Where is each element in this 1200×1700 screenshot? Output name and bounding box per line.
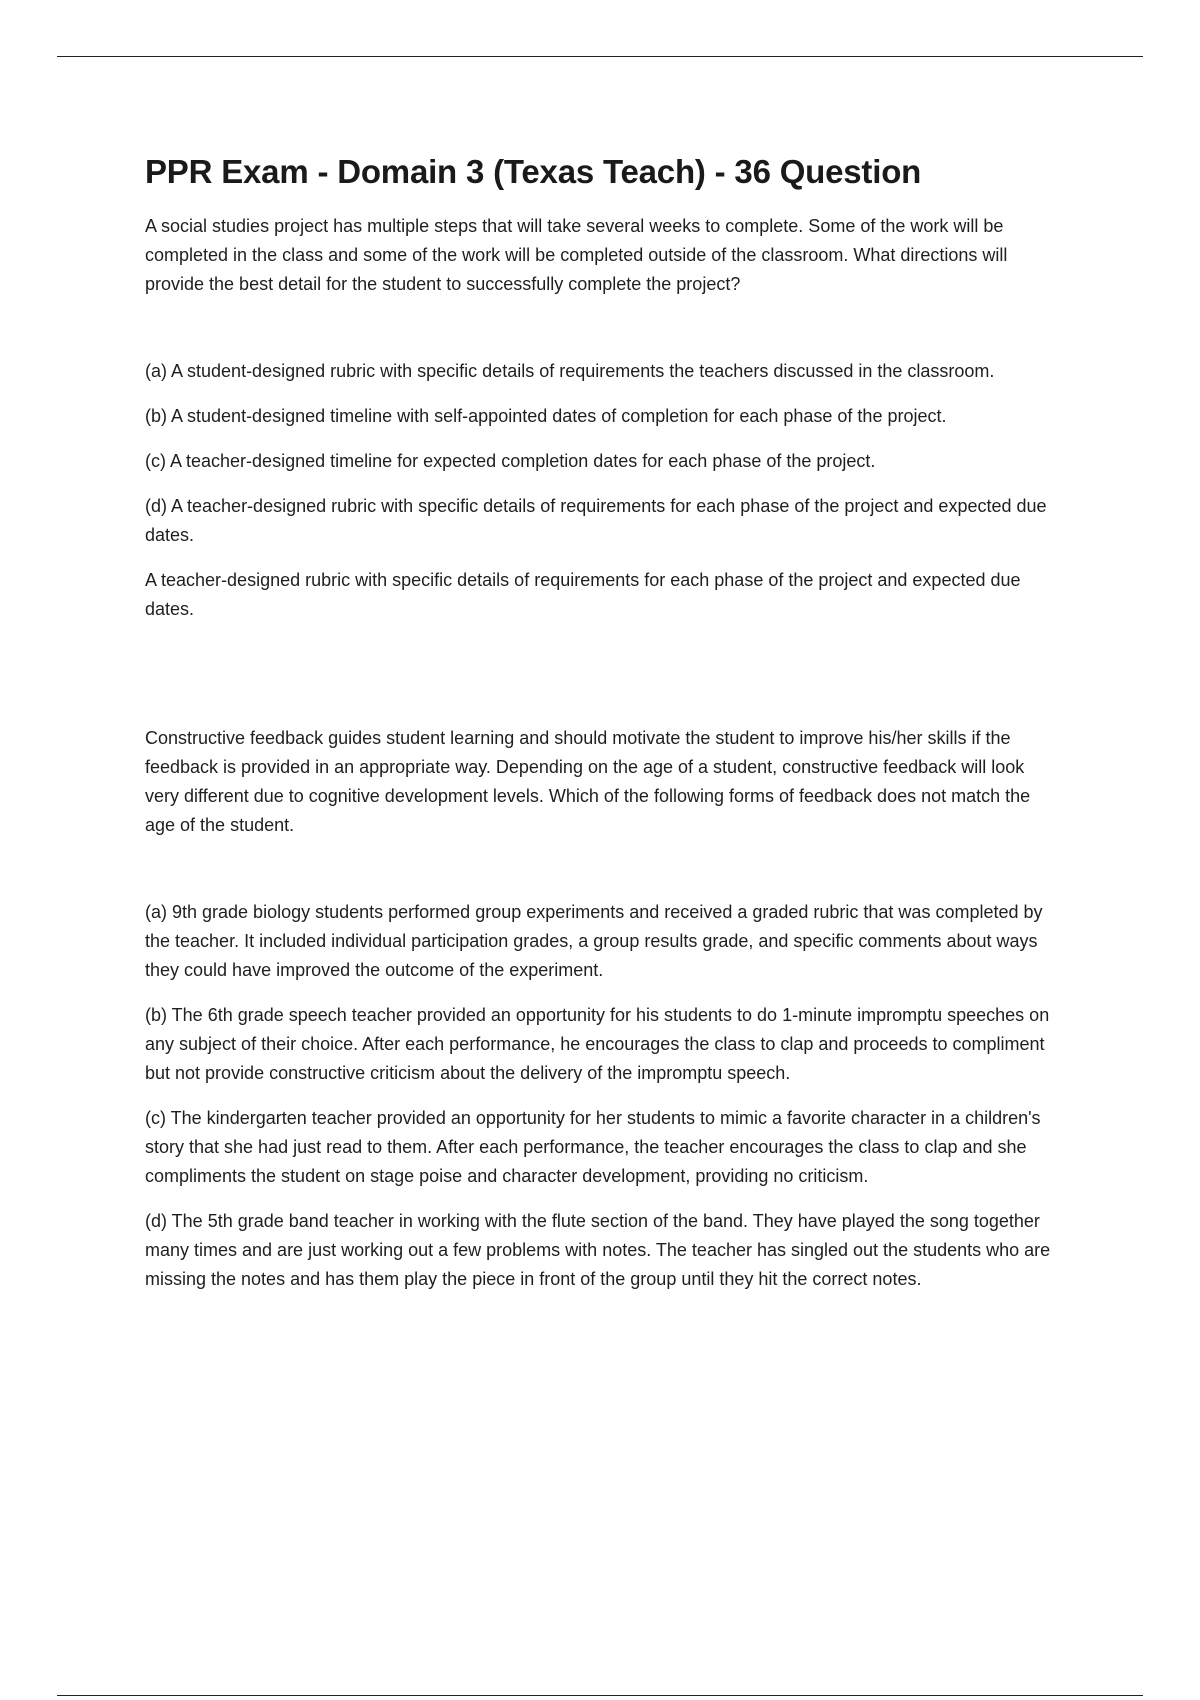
question-2-option-d: (d) The 5th grade band teacher in working with the flute section of the band. They have played the song together many times and are just working out a few problems with notes. The teacher has singled out the students who are missing the notes and has them play the piece in front of the group until they hit the correct notes.: [145, 1211, 1051, 1289]
document-page: [145, 148, 1060, 1310]
question-1-option-d: (d) A teacher-designed rubric with specific details of requirements for each phase of the project and expected due dates.: [145, 496, 1047, 545]
question-2-option-b: (b) The 6th grade speech teacher provided an opportunity for his students to do 1-minute impromptu speeches on any subject of their choice. After each performance, he encourages the class to clap and proceeds to compliment but not provide constructive criticism about the delivery of the impromptu speech.: [145, 1005, 1050, 1083]
question-1-options: [145, 357, 1060, 624]
document-title: PPR Exam - Domain 3 (Texas Teach) - 36 Question: [145, 153, 922, 190]
top-rule: [57, 56, 1143, 57]
question-1-option-b: (b) A student-designed timeline with self-appointed dates of completion for each phase of the project.: [145, 406, 947, 426]
question-1-stem: A social studies project has multiple steps that will take several weeks to complete. Some of the work will be completed in the class and some of the work will be completed outside of the classroom. What directions will provide the best detail for the student to successfully complete the project?: [145, 216, 1008, 294]
question-2-option-a: (a) 9th grade biology students performed group experiments and received a graded rubric that was completed by the teacher. It included individual participation grades, a group results grade, and specific comments about ways they could have improved the outcome of the experiment.: [145, 902, 1043, 980]
question-1-option-c: (c) A teacher-designed timeline for expected completion dates for each phase of the project.: [145, 451, 876, 471]
question-2-option-c: (c) The kindergarten teacher provided an opportunity for her students to mimic a favorite character in a children's story that she had just read to them. After each performance, the teacher encourages the class to clap and she compliments the student on stage poise and character development, providing no criticism.: [145, 1108, 1041, 1186]
question-2-options: [145, 898, 1060, 1294]
question-1-option-a: (a) A student-designed rubric with specific details of requirements the teachers discussed in the classroom.: [145, 361, 995, 381]
question-1-answer: A teacher-designed rubric with specific details of requirements for each phase of the project and expected due dates.: [145, 570, 1021, 619]
bottom-rule: [57, 1695, 1143, 1696]
question-2-stem: Constructive feedback guides student learning and should motivate the student to improve his/her skills if the feedback is provided in an appropriate way. Depending on the age of a student, constructive feedback will look very different due to cognitive development levels. Which of the following forms of feedback does not match the age of the student.: [145, 728, 1031, 835]
